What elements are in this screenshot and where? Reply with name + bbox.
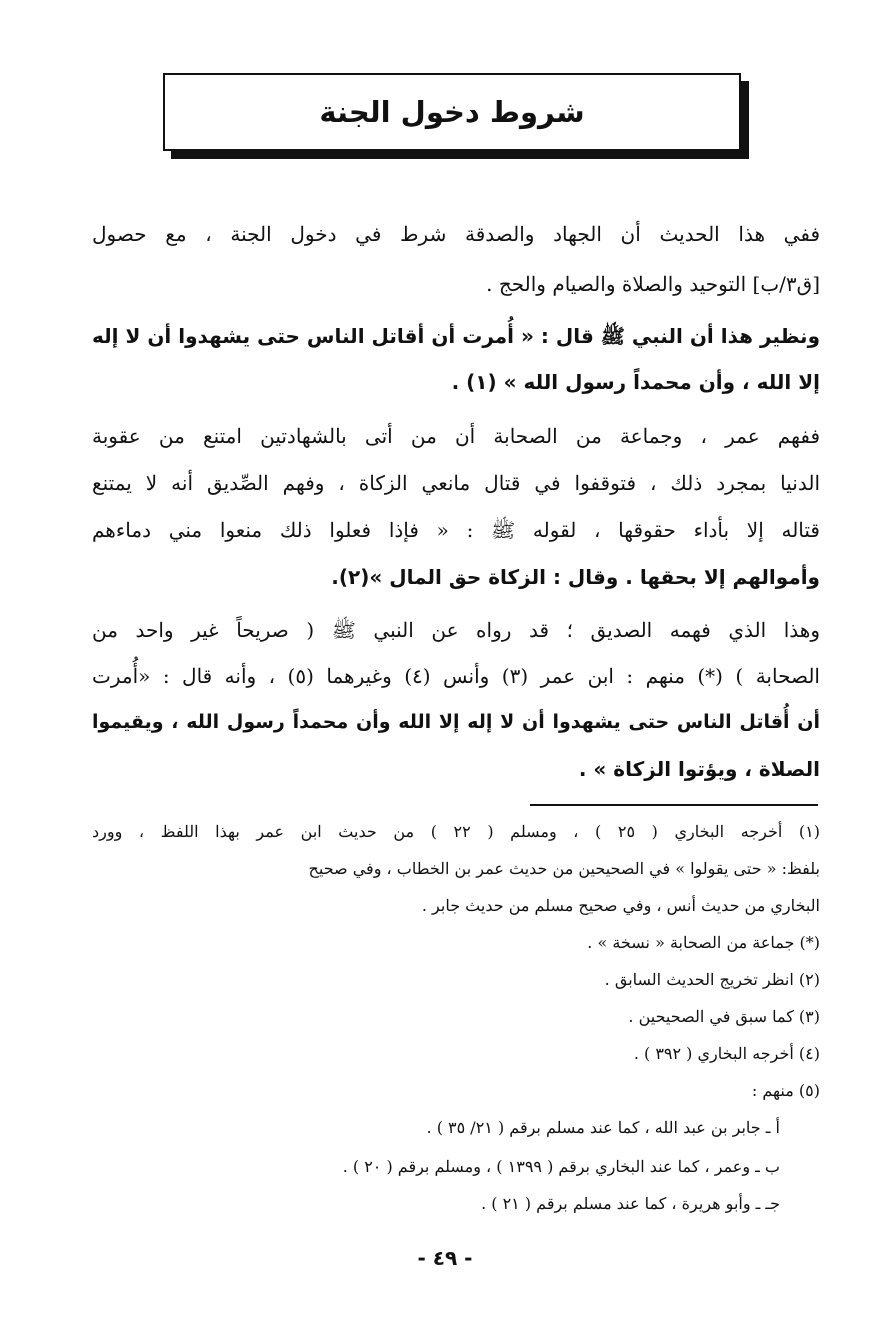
body-line-10: الصحابة ) (*) منهم : ابن عمر (٣) وأنس (٤) وغيرهما (٥) ، وأنه قال : «أُمرت	[92, 664, 820, 688]
footnote-line-2: بلفظ: « حتى يقولوا » في الصحيحين من حديث عمر بن الخطاب ، وفي صحيح	[308, 859, 820, 878]
footnote-line-5: (٢) انظر تخريج الحديث السابق .	[604, 970, 820, 989]
footnote-line-7: (٤) أخرجه البخاري ( ٣٩٢ ) .	[633, 1044, 820, 1063]
body-line-3: ونظير هذا أن النبي ﷺ قال : « أُمرت أن أقاتل الناس حتى يشهدوا أن لا إله	[92, 324, 820, 348]
body-line-12: الصلاة ، ويؤتوا الزكاة » .	[578, 757, 820, 781]
footnote-line-11: جـ ـ وأبو هريرة ، كما عند مسلم برقم ( ٢١ ) .	[481, 1194, 780, 1213]
body-line-5: ففهم عمر ، وجماعة من الصحابة أن من أتى بالشهادتين امتنع من عقوبة	[92, 424, 820, 448]
body-line-2: [ق٣/ب] التوحيد والصلاة والصيام والحج .	[486, 272, 820, 296]
footnote-line-8: (٥) منهم :	[751, 1081, 820, 1100]
body-line-9: وهذا الذي فهمه الصديق ؛ قد رواه عن النبي ﷺ ( صريحاً غير واحد من	[92, 618, 820, 642]
footnote-divider	[530, 804, 818, 806]
body-line-6: الدنيا بمجرد ذلك ، فتوقفوا في قتال مانعي الزكاة ، وفهم الصِّديق أنه لا يمتنع	[92, 471, 820, 495]
body-line-11: أن أُقاتل الناس حتى يشهدوا أن لا إله إلا الله وأن محمداً رسول الله ، ويقيموا	[92, 711, 820, 733]
chapter-title: شروط دخول الجنة	[319, 95, 585, 129]
body-line-7: قتاله إلا بأداء حقوقها ، لقوله ﷺ : « فإذا فعلوا ذلك منعوا مني دماءهم	[92, 518, 820, 542]
body-line-1: ففي هذا الحديث أن الجهاد والصدقة شرط في دخول الجنة ، مع حصول	[92, 222, 820, 246]
footnote-line-4: (*) جماعة من الصحابة « نسخة » .	[587, 933, 820, 952]
footnote-line-6: (٣) كما سبق في الصحيحين .	[628, 1007, 820, 1026]
footnote-line-9: أ ـ جابر بن عبد الله ، كما عند مسلم برقم ( ٢١/ ٣٥ ) .	[426, 1118, 780, 1137]
body-line-8: وأموالهم إلا بحقها . وقال : الزكاة حق المال »(٢).	[331, 565, 820, 589]
body-line-4: إلا الله ، وأن محمداً رسول الله » (١) .	[451, 370, 820, 394]
footnote-line-10: ب ـ وعمر ، كما عند البخاري برقم ( ١٣٩٩ ) ، ومسلم برقم ( ٢٠ ) .	[342, 1157, 780, 1176]
page-number: - ٤٩ -	[417, 1246, 473, 1270]
footnote-line-3: البخاري من حديث أنس ، وفي صحيح مسلم من حديث جابر .	[421, 896, 820, 915]
chapter-title-box	[163, 73, 741, 151]
footnote-line-1: (١) أخرجه البخاري ( ٢٥ ) ، ومسلم ( ٢٢ ) من حديث ابن عمر بهذا اللفظ ، وورد	[92, 822, 821, 841]
